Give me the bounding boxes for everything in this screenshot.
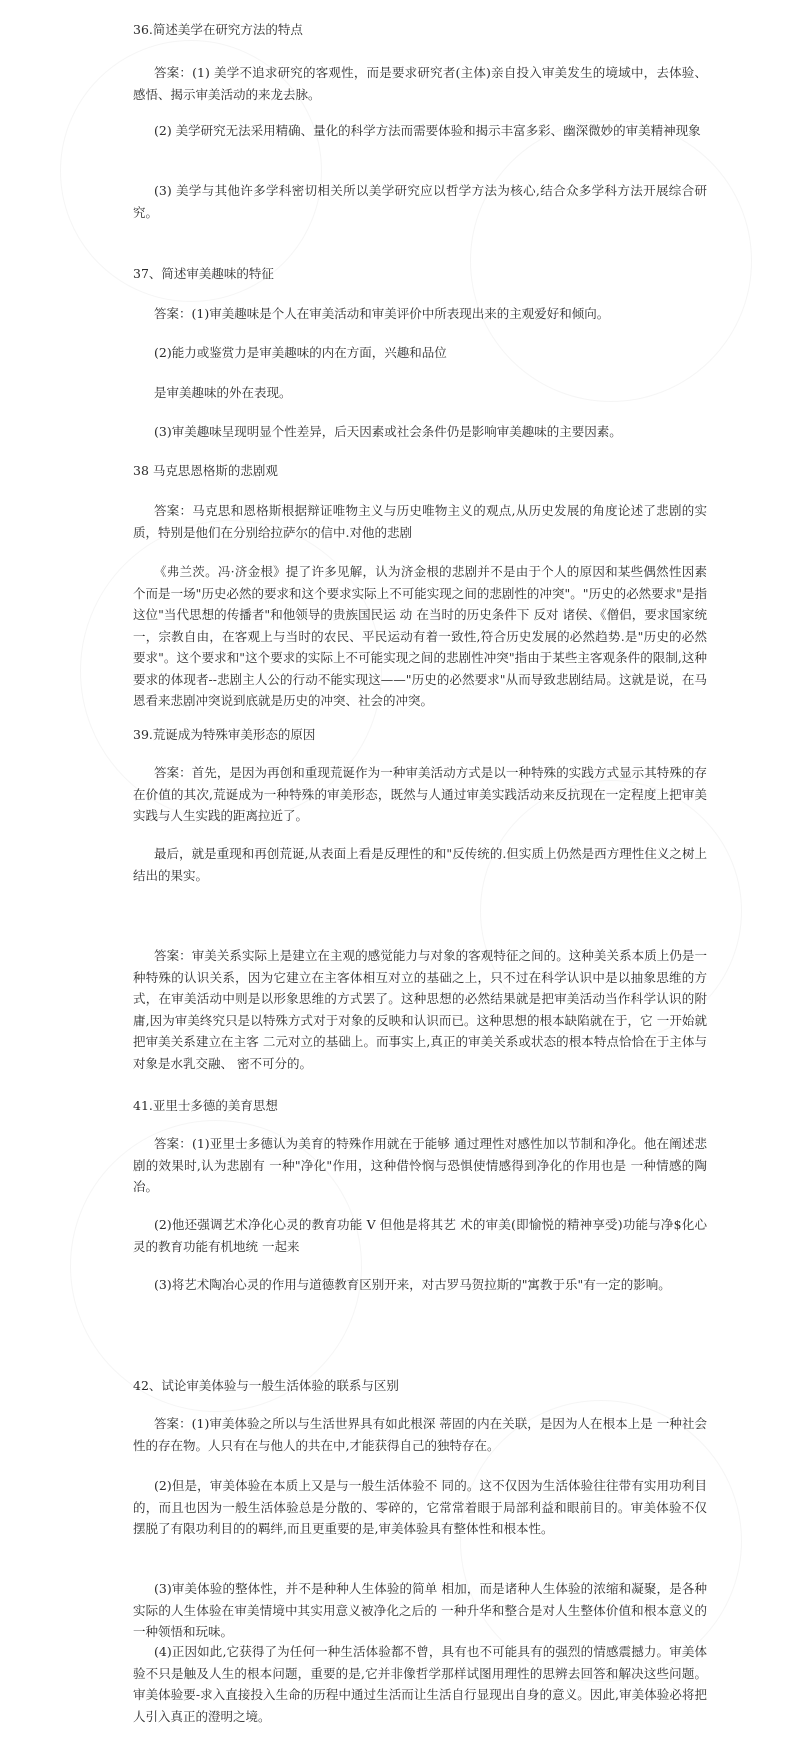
question-37-answer-2: (2)能力或鉴赏力是审美趣味的内在方面，兴趣和品位 [154, 345, 447, 360]
question-42-answer-3: (3)审美体验的整体性，并不是种种人生体验的简单 相加，而是诸种人生体验的浓缩和凝聚，是各种实际的人生体验在审美情境中其实用意义被净化之后的 一种升华和整合是对人生整体价值和根本意义的 一种领悟和玩味。 [133, 1581, 707, 1639]
question-38-title: 38 马克思恩格斯的悲剧观 [133, 463, 278, 478]
question-41-answer-2: (2)他还强调艺术净化心灵的教育功能 V 但他是将其艺 术的审美(即愉悦的精神享受)功能与净$化心灵的教育功能有机地统 一起来 [133, 1217, 707, 1254]
question-39-answer-2: 最后，就是重现和再创荒诞,从表面上看是反理性的和"反传统的.但实质上仍然是西方理性住义之树上结出的果实。 [133, 846, 707, 883]
question-41-title: 41.亚里士多德的美育思想 [133, 1098, 278, 1113]
question-42-answer-1: 答案：(1)审美体验之所以与生活世界具有如此根深 蒂固的内在关联，是因为人在根本上是 一种社会性的存在物。人只有在与他人的共在中,才能获得自己的独特存在。 [133, 1416, 707, 1453]
question-41-answer-3: (3)将艺术陶冶心灵的作用与道德教育区别开来，对古罗马贺拉斯的"寓教于乐"有一定的影响。 [154, 1277, 671, 1292]
question-38-answer-2: 《弗兰茨。冯·济金根》提了许多见解，认为济金根的悲剧并不是由于个人的原因和某些偶然性因素个而是一场"历史必然的要求和这个要求实际上不可能实现之间的悲剧性的冲突"。"历史的必然要求"是指这位"当代思想的传播者"和他领导的贵族国民运 动 在当时的历史条件下 反对 诸侯、《僧侣，要求国家统一，宗教自由，在客观上与当时的农民、平民运动有着一致性,符合历史发展的必然趋势.是"历史的必然要求"。这个要求和"这个要求的实际上不可能实现之间的悲剧性冲突"指由于某些主客观条件的限制,这种要求的体现者--悲剧主人公的行动不能实现这——"历史的必然要求"从而导致悲剧结局。这就是说，在马恩看来悲剧冲突说到底就是历史的冲突、社会的冲突。 [133, 564, 707, 708]
question-42-title: 42、试论审美体验与一般生活体验的联系与区别 [133, 1378, 399, 1393]
question-36-answer-3: (3) 美学与其他许多学科密切相关所以美学研究应以哲学方法为核心,结合众多学科方法开展综合研究。 [133, 183, 707, 220]
question-37-title: 37、简述审美趣味的特征 [133, 266, 274, 281]
question-37-answer-1: 答案：(1)审美趣味是个人在审美活动和审美评价中所表现出来的主观爱好和倾向。 [154, 306, 610, 321]
question-37-answer-3: (3)审美趣味呈现明显个性差异，后天因素或社会条件仍是影响审美趣味的主要因素。 [154, 424, 622, 439]
question-41-answer-1: 答案：(1)亚里士多德认为美育的特殊作用就在于能够 通过理性对感性加以节制和净化。他在阐述悲剧的效果时,认为悲剧有 一种"净化"作用，这种借怜悯与恐惧使情感得到净化的作用也是 一种情感的陶冶。 [133, 1136, 707, 1194]
question-36-title: 36.简述美学在研究方法的特点 [133, 22, 303, 37]
question-38-answer-1: 答案：马克思和恩格斯根据辩证唯物主义与历史唯物主义的观点,从历史发展的角度论述了悲剧的实质，特别是他们在分别给拉萨尔的信中.对他的悲剧 [133, 503, 707, 540]
question-42-answer-2: (2)但是，审美体验在本质上又是与一般生活体验不 同的。这不仅因为生活体验往往带有实用功利目的，而且也因为一般生活体验总是分散的、零碎的，它常常着眼于局部利益和眼前目的。审美体验不仅摆脱了有限功利目的的羁绊,而且更重要的是,审美体验具有整体性和根本性。 [133, 1478, 707, 1536]
question-37-answer-2-cont: 是审美趣味的外在表现。 [154, 385, 292, 400]
question-42-answer-4: (4)正因如此,它获得了为任何一种生活体验都不曾，具有也不可能具有的强烈的情感震撼力。审美体验不只是触及人生的根本问题，重要的是,它并非像哲学那样试图用理性的思辨去回答和解决这些问题。审美体验要-求入直接投入生命的历程中通过生活而让生活自行显现出自身的意义。因此,审美体验必将把人引入真正的澄明之境。 [133, 1644, 707, 1724]
question-36-answer-1: 答案：(1) 美学不追求研究的客观性，而是要求研究者(主体)亲自投入审美发生的境域中，去体验、感悟、揭示审美活动的来龙去脉。 [133, 65, 707, 102]
question-39-answer-1: 答案：首先，是因为再创和重现荒诞作为一种审美活动方式是以一种特殊的实践方式显示其特殊的存在价值的其次,荒诞成为一种特殊的审美形态，既然与人通过审美实践活动来反抗现在一定程度上把审美实践与人生实践的距离拉近了。 [133, 765, 707, 823]
question-36-answer-2: (2) 美学研究无法采用精确、量化的科学方法而需要体验和揭示丰富多彩、幽深微妙的审美精神现象 [154, 123, 701, 138]
question-40-answer-1: 答案：审美关系实际上是建立在主观的感觉能力与对象的客观特征之间的。这种美关系本质上仍是一种特殊的认识关系，因为它建立在主客体相互对立的基础之上，只不过在科学认识中是以抽象思维的方式，在审美活动中则是以形象思维的方式罢了。这种思想的必然结果就是把审美活动当作科学认识的附庸,因为审美终究只是以特殊方式对于对象的反映和认识而已。这种思想的根本缺陷就在于，它 一开始就把审美关系建立在主客 二元对立的基础上。而事实上,真正的审美关系或状态的根本特点恰恰在于主体与对象是水乳交融、 密不可分的。 [133, 948, 707, 1071]
question-39-title: 39.荒诞成为特殊审美形态的原因 [133, 727, 316, 742]
